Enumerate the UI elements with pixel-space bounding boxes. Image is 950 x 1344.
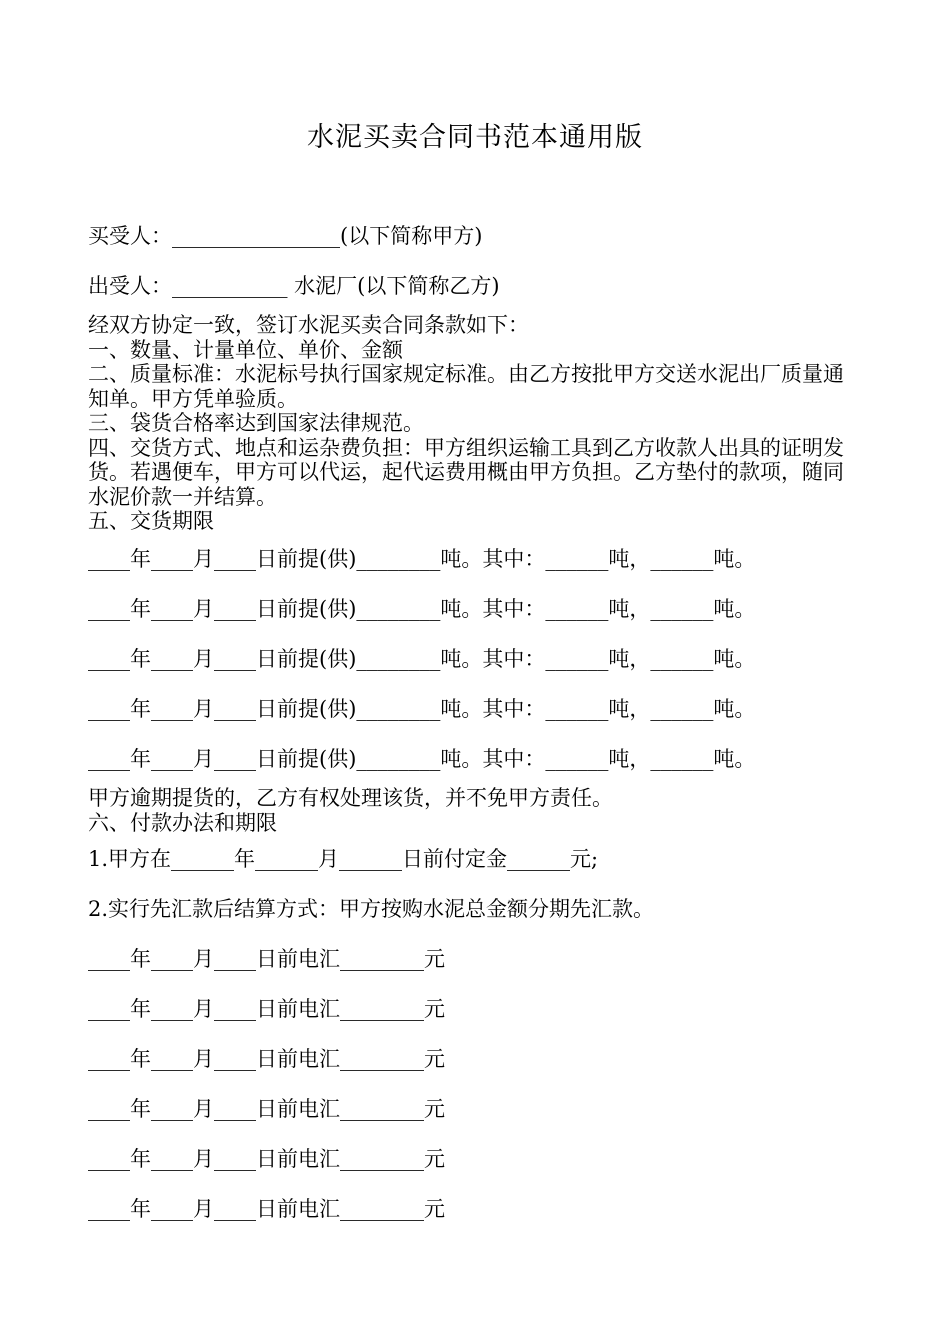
payment-advance-line: 2.实行先汇款后结算方式：甲方按购水泥总金额分期先汇款。 (88, 897, 655, 921)
clause-four: 四、交货方式、地点和运杂费负担：甲方组织运输工具到乙方收款人出具的证明发货。若遇便车，甲方可以代运，起代运费用概由甲方负担。乙方垫付的款项，随同水泥价款一并结算。 (88, 435, 844, 509)
payment-deposit-line: 1.甲方在______年______月______日前付定金______元; (88, 847, 599, 871)
buyer-line: 买受人：________________(以下简称甲方) (88, 224, 483, 248)
clause-three: 三、袋货合格率达到国家法律规范。 (88, 411, 424, 435)
remit-row: ____年____月____日前电汇________元 (88, 1197, 445, 1221)
clause-two: 二、质量标准：水泥标号执行国家规定标准。由乙方按批甲方交送水泥出厂质量通知单。甲方凭单验质。 (88, 362, 844, 411)
section-six-heading: 六、付款办法和期限 (88, 810, 277, 835)
overdue-line: 甲方逾期提货的，乙方有权处理该货，并不免甲方责任。 (88, 786, 613, 810)
remit-row: ____年____月____日前电汇________元 (88, 997, 445, 1021)
seller-line: 出受人：___________ 水泥厂(以下简称乙方) (88, 274, 500, 298)
delivery-row: ____年____月____日前提(供)________吨。其中：______吨，______吨。 (88, 547, 756, 571)
delivery-row: ____年____月____日前提(供)________吨。其中：______吨，______吨。 (88, 647, 756, 671)
remit-row: ____年____月____日前电汇________元 (88, 1147, 445, 1171)
remit-row: ____年____月____日前电汇________元 (88, 1047, 445, 1071)
delivery-row: ____年____月____日前提(供)________吨。其中：______吨，______吨。 (88, 697, 756, 721)
clause-one: 一、数量、计量单位、单价、金额 (88, 337, 403, 362)
contract-clauses (88, 313, 864, 534)
document-title: 水泥买卖合同书范本通用版 (307, 122, 643, 153)
clause-intro: 经双方协定一致，签订水泥买卖合同条款如下： (88, 313, 529, 337)
overdue-section (88, 786, 864, 835)
clause-five: 五、交货期限 (88, 509, 214, 533)
delivery-row: ____年____月____日前提(供)________吨。其中：______吨，______吨。 (88, 597, 756, 621)
delivery-row: ____年____月____日前提(供)________吨。其中：______吨，______吨。 (88, 747, 756, 771)
remit-row: ____年____月____日前电汇________元 (88, 947, 445, 971)
remit-row: ____年____月____日前电汇________元 (88, 1097, 445, 1121)
